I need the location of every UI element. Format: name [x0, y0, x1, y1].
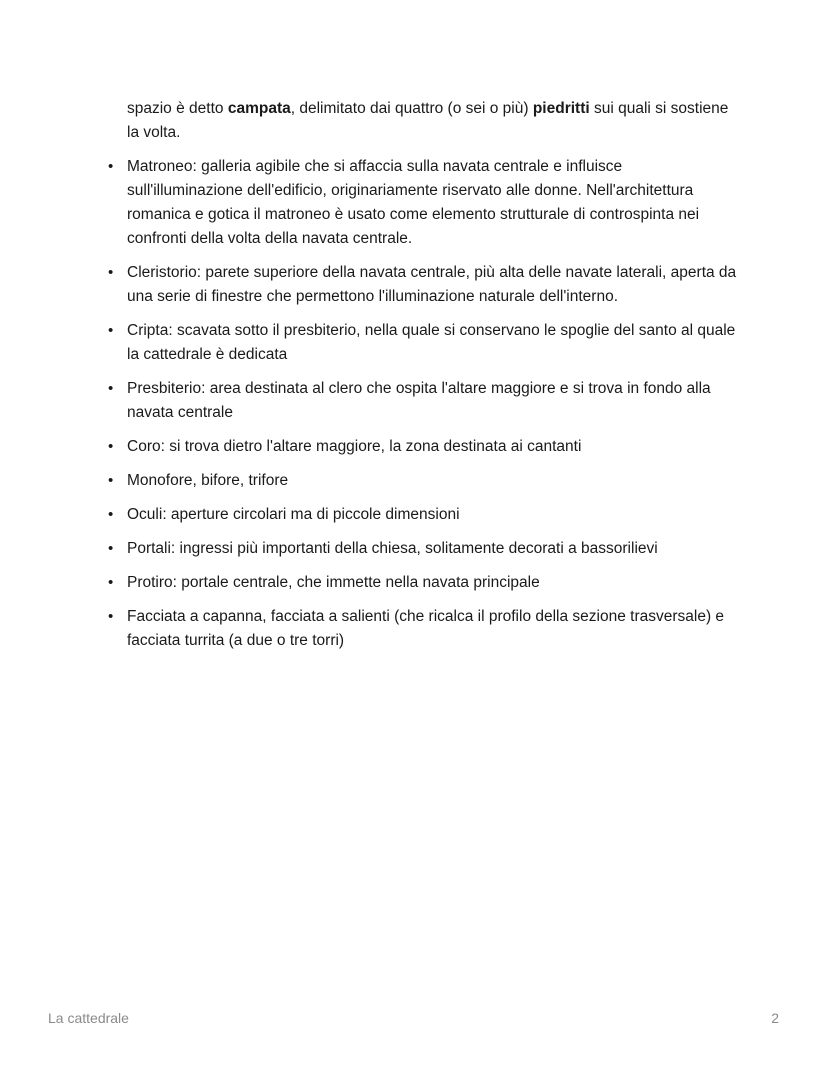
- bullet-icon: •: [108, 158, 114, 175]
- term-piedritti: piedritti: [532, 100, 590, 117]
- bullet-icon: •: [108, 540, 114, 557]
- list-item: [108, 537, 737, 561]
- continuation-text-3: sui quali si sostiene la volta.: [127, 100, 729, 141]
- list-item: [108, 377, 737, 425]
- bullet-icon: •: [108, 264, 114, 281]
- list-item-text: Coro: si trova dietro l'altare maggiore, la zona destinata ai cantanti: [127, 438, 582, 455]
- list-item-text: Presbiterio: area destinata al clero che ospita l'altare maggiore e si trova in fondo alla navata centrale: [127, 380, 711, 421]
- list-item-text: Oculi: aperture circolari ma di piccole dimensioni: [127, 506, 460, 523]
- bullet-icon: •: [108, 574, 114, 591]
- bullet-icon: •: [108, 438, 114, 455]
- list-item-text: Portali: ingressi più importanti della chiesa, solitamente decorati a bassorilievi: [127, 540, 658, 557]
- bullet-icon: •: [108, 472, 114, 489]
- bullet-icon: •: [108, 322, 114, 339]
- list-item: [108, 435, 737, 459]
- continuation-text-1: spazio è detto: [127, 100, 228, 117]
- continuation-paragraph: [127, 97, 737, 145]
- list-item-text: Monofore, bifore, trifore: [127, 472, 289, 489]
- document-body: [108, 97, 737, 663]
- list-item: [108, 571, 737, 595]
- list-item: [108, 155, 737, 251]
- footer-document-title: La cattedrale: [48, 1010, 129, 1026]
- term-campata: campata: [227, 100, 291, 117]
- list-item: [108, 503, 737, 527]
- architecture-elements-list: [108, 155, 737, 653]
- bullet-icon: •: [108, 380, 114, 397]
- list-item-text: Facciata a capanna, facciata a salienti (che ricalca il profilo della sezione trasversale) e facciata turrita (a due o tre torri): [127, 608, 725, 649]
- list-item-text: Matroneo: galleria agibile che si affaccia sulla navata centrale e influisce sull'illuminazione dell'edificio, originariamente riservato alle donne. Nell'architettura romanica e gotica il matroneo è usato come elemento strutturale di controspinta nei confronti della volta della navata centrale.: [127, 158, 700, 247]
- list-item: [108, 469, 737, 493]
- list-item-text: Cripta: scavata sotto il presbiterio, nella quale si conservano le spoglie del santo al quale la cattedrale è dedicata: [127, 322, 736, 363]
- list-item: [108, 605, 737, 653]
- list-item-text: Protiro: portale centrale, che immette nella navata principale: [127, 574, 540, 591]
- bullet-icon: •: [108, 506, 114, 523]
- list-item: [108, 319, 737, 367]
- footer-page-number: 2: [771, 1010, 779, 1026]
- continuation-text-2: , delimitato dai quattro (o sei o più): [290, 100, 533, 117]
- list-item: [108, 261, 737, 309]
- bullet-icon: •: [108, 608, 114, 625]
- list-item-text: Cleristorio: parete superiore della navata centrale, più alta delle navate laterali, aperta da una serie di finestre che permettono l'illuminazione naturale dell'interno.: [127, 264, 737, 305]
